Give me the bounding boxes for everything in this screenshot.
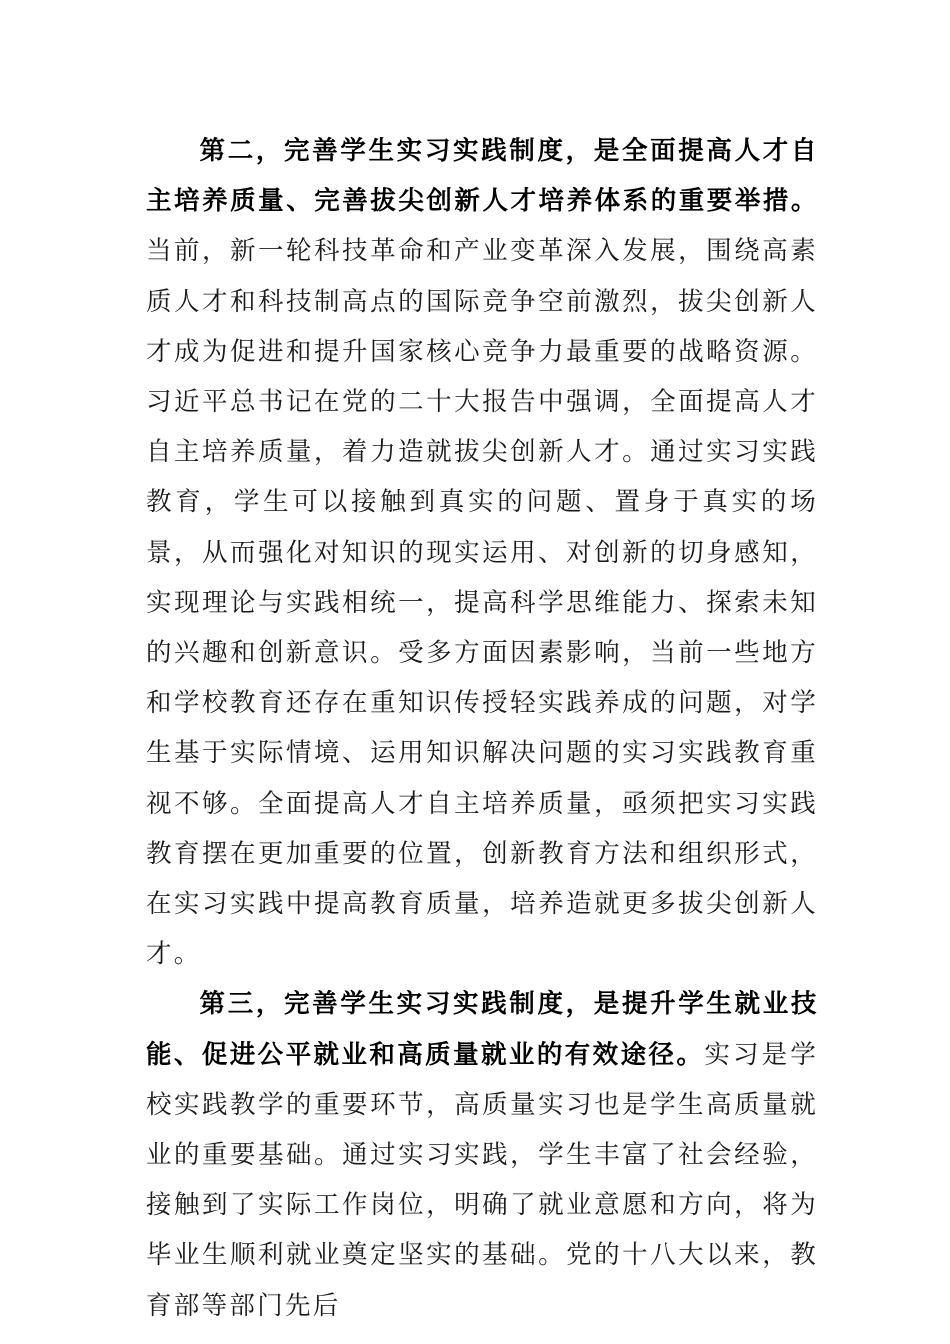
paragraph-third [146, 979, 818, 1330]
paragraph-third-lead: 第三，完善学生实习实践制度，是提升学生就业技能、促进公平就业和高质量就业的有效途径。 [146, 989, 818, 1070]
paragraph-second-lead: 第二，完善学生实习实践制度，是全面提高人才自主培养质量、完善拔尖创新人才培养体系的重要举措。 [146, 136, 818, 217]
paragraph-second-body: 当前，新一轮科技革命和产业变革深入发展，围绕高素质人才和科技制高点的国际竞争空前激烈，拔尖创新人才成为促进和提升国家核心竞争力最重要的战略资源。习近平总书记在党的二十大报告中强调，全面提高人才自主培养质量，着力造就拔尖创新人才。通过实习实践教育，学生可以接触到真实的问题、置身于真实的场景，从而强化对知识的现实运用、对创新的切身感知，实现理论与实践相统一，提高科学思维能力、探索未知的兴趣和创新意识。受多方面因素影响，当前一些地方和学校教育还存在重知识传授轻实践养成的问题，对学生基于实际情境、运用知识解决问题的实习实践教育重视不够。全面提高人才自主培养质量，亟须把实习实践教育摆在更加重要的位置，创新教育方法和组织形式，在实习实践中提高教育质量，培养造就更多拔尖创新人才。 [146, 236, 818, 970]
paragraph-third-body: 实习是学校实践教学的重要环节，高质量实习也是学生高质量就业的重要基础。通过实习实践，学生丰富了社会经验，接触到了实际工作岗位，明确了就业意愿和方向，将为毕业生顺利就业奠定坚实的基础。党的十八大以来，教育部等部门先后 [146, 1039, 818, 1321]
paragraph-second [146, 126, 818, 979]
document-body [146, 126, 818, 1331]
